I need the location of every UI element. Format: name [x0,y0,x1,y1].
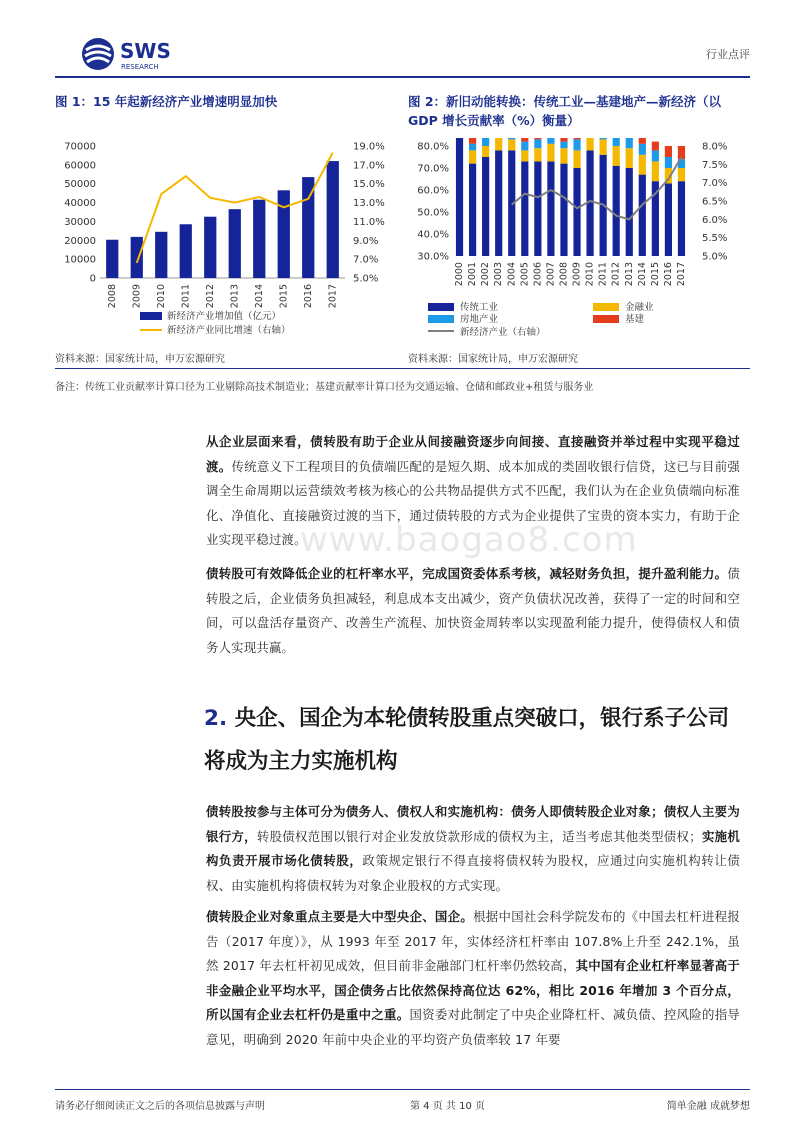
bar-infrastructure [639,138,646,144]
y-axis-tick-label: 40000 [64,198,96,210]
x-axis-tick-label: 2014 [636,262,648,287]
x-axis-tick-label: 2005 [519,262,531,287]
y-axis-tick-label: 70000 [64,141,96,153]
bar-traditional-industry [613,166,620,256]
bar-infrastructure [573,138,580,139]
paragraph-leverage [206,562,740,660]
paragraph-participants [206,800,740,898]
y-axis-tick-label: 30.0% [417,251,449,263]
bar-value-added [229,209,241,278]
x-axis-tick-label: 2012 [610,262,622,287]
x-axis-tick-label: 2017 [327,284,339,309]
x-axis-tick-label: 2002 [480,262,492,287]
bar-real-estate [613,138,620,146]
x-axis-tick-label: 2014 [253,284,265,309]
bar-real-estate [665,157,672,168]
legend-label: 新经济产业增加值（亿元） [167,311,282,322]
y-axis-tick-label: 10000 [64,254,96,266]
bar-real-estate [626,138,633,148]
legend-label: 新经济产业（右轴） [460,327,546,338]
x-axis-tick-label: 2000 [454,262,466,287]
x-axis-tick-label: 2015 [278,284,290,309]
bar-real-estate [652,150,659,161]
paragraph-text: 根据中国社会科学院发布的《中国去杠杆进程报告（2017 年度）》，从 1993 年至 2017 年，实体经济杠杆率由 107.8%上升至 242.1%，虽然 2017 年去杠杆初见成效，但目前非金融部门杠杆率仍然较高， [206,909,740,973]
sws-logo [80,34,190,74]
legend-label: 基建 [625,314,645,325]
bar-finance [600,139,607,154]
logo-text: SWS [120,39,171,63]
legend-swatch-traditional-industry [428,303,454,311]
watermark: www.baogao8.com [300,520,638,560]
bar-traditional-industry [678,181,685,256]
bar-real-estate [600,138,607,139]
bar-finance [534,148,541,161]
x-axis-tick-label: 2009 [131,284,143,309]
bar-traditional-industry [456,138,463,256]
x-axis-tick-label: 2007 [545,262,557,287]
bar-finance [560,148,567,163]
bar-real-estate [534,139,541,148]
header-divider [55,76,750,78]
bar-value-added [131,237,143,278]
bar-finance [639,155,646,175]
figure-1-source: 资料来源：国家统计局，申万宏源研究 [55,354,225,365]
figure-2-source: 资料来源：国家统计局，申万宏源研究 [408,354,578,365]
legend-swatch-value-added [140,312,162,320]
y-axis-tick-label: 40.0% [417,229,449,241]
footer-disclaimer: 请务必仔细阅读正文之后的各项信息披露与声明 [55,1101,265,1112]
y2-axis-tick-label: 13.0% [353,198,385,210]
y2-axis-tick-label: 7.5% [702,159,728,171]
section-number: 2. [204,706,228,731]
bar-finance [547,144,554,162]
bar-traditional-industry [482,157,489,256]
section-heading [204,697,749,783]
y2-axis-tick-label: 6.5% [702,196,728,208]
bar-traditional-industry [665,183,672,256]
y2-axis-tick-label: 9.0% [353,235,379,247]
header-category: 行业点评 [706,48,750,61]
bar-traditional-industry [534,161,541,256]
y-axis-tick-label: 60.0% [417,185,449,197]
legend-label: 传统工业 [460,302,499,313]
logo-subtext: RESEARCH [121,63,159,71]
bar-traditional-industry [547,161,554,256]
y2-axis-tick-label: 7.0% [353,254,379,266]
y2-axis-tick-label: 7.0% [702,178,728,190]
bar-traditional-industry [521,161,528,256]
y-axis-tick-label: 0 [89,273,96,285]
x-axis-tick-label: 2008 [558,262,570,287]
bar-infrastructure [560,138,567,142]
y-axis-tick-label: 80.0% [417,141,449,153]
x-axis-tick-label: 2016 [662,262,674,287]
y-axis-tick-label: 60000 [64,160,96,172]
bar-infrastructure [652,142,659,151]
bar-real-estate [547,138,554,144]
y2-axis-tick-label: 11.0% [353,216,385,228]
bar-finance [586,138,593,150]
x-axis-tick-label: 2009 [571,262,583,287]
paragraph-emphasis: 其中国有企业杠杆率显著高于非金融企业平均水平，国企债务占比依然保持高位达 62%，相比 2016 年增加 3 个百分点，所以国有企业去杠杆仍是重中之重。 [206,958,740,1022]
x-axis-tick-label: 2016 [302,284,314,309]
y-axis-tick-label: 50.0% [417,207,449,219]
legend-swatch-finance [593,303,619,311]
x-axis-tick-label: 2004 [506,262,518,287]
bar-finance [573,150,580,168]
bar-value-added [278,190,290,278]
paragraph-soe-focus [206,905,740,1052]
bar-finance [482,146,489,157]
paragraph-lead: 债转股按参与主体可分为债务人、债权人和实施机构：债务人即债转股企业对象；债权人主要为银行方， [206,804,740,844]
paragraph-text: 国资委对此制定了中央企业降杠杆、减负债、控风险的指导意见，明确到 2020 年前中央企业的平均资产负债率较 17 年要 [206,1007,741,1047]
figure-2-chart [408,138,753,348]
bar-infrastructure [521,138,528,142]
x-axis-tick-label: 2011 [597,262,609,287]
bar-finance [495,138,502,150]
bar-traditional-industry [469,164,476,256]
x-axis-tick-label: 2012 [204,284,216,309]
figure-1-chart [55,138,395,348]
bar-real-estate [560,142,567,149]
footer-slogan: 简单金融 成就梦想 [666,1101,750,1112]
bar-finance [469,150,476,163]
paragraph-emphasis: 实施机构负责开展市场化债转股， [206,828,740,868]
figure-note: 备注：传统工业贡献率计算口径为工业剔除高技术制造业；基建贡献率计算口径为交通运输、仓储和邮政业+租赁与服务业 [55,382,594,393]
y2-axis-tick-label: 8.0% [702,141,728,153]
y2-axis-tick-label: 5.0% [702,251,728,263]
bar-value-added [204,217,216,278]
paragraph-lead: 从企业层面来看，债转股有助于企业从间接融资逐步向间接、直接融资并举过程中实现平稳过渡。 [206,434,740,474]
y-axis-tick-label: 70.0% [417,163,449,175]
bar-traditional-industry [573,168,580,256]
bar-finance [613,146,620,166]
bar-traditional-industry [626,168,633,256]
x-axis-tick-label: 2015 [649,262,661,287]
y2-axis-tick-label: 5.5% [702,233,728,245]
x-axis-tick-label: 2003 [493,262,505,287]
paragraph-text: 政策规定银行不得直接将债权转为股权，应通过向实施机构转让债权、由实施机构将债权转为对象企业股权的方式实现。 [206,853,740,893]
y2-axis-tick-label: 17.0% [353,160,385,172]
y2-axis-tick-label: 5.0% [353,273,379,285]
y2-axis-tick-label: 15.0% [353,179,385,191]
x-axis-tick-label: 2017 [675,262,687,287]
bar-finance [626,148,633,168]
y2-axis-tick-label: 19.0% [353,141,385,153]
bar-traditional-industry [639,175,646,256]
paragraph-text: 传统意义下工程项目的负债端匹配的是短久期、成本加成的类固收银行信贷，这已与目前强调全生命周期以运营绩效考核为核心的公共物品提供方式不匹配，我们认为在企业负债端向标准化、净值化、直接融资过渡的当下，通过债转股的方式为企业提供了宝贵的资本实力，有助于企业实现平稳过渡。 [206,458,740,547]
legend-swatch-real-estate [428,315,454,323]
paragraph-lead: 债转股企业对象重点主要是大中型央企、国企。 [206,909,474,924]
paragraph-enterprise-level [206,430,740,553]
footer-page-number: 第 4 页 共 10 页 [410,1101,485,1112]
x-axis-tick-label: 2013 [623,262,635,287]
footer-divider [55,1089,750,1090]
bar-real-estate [482,138,489,146]
x-axis-tick-label: 2011 [180,284,192,309]
bar-value-added [155,232,167,278]
bar-finance [652,161,659,181]
bar-traditional-industry [560,164,567,256]
section-title: 央企、国企为本轮债转股重点突破口，银行系子公司将成为主力实施机构 [204,706,730,774]
figure-1-title: 图 1：15 年起新经济产业增速明显加快 [55,94,278,109]
x-axis-tick-label: 2008 [106,284,118,309]
bar-finance [508,139,515,150]
bar-infrastructure [534,138,541,139]
legend-label: 金融业 [625,302,654,313]
bar-finance [678,168,685,181]
paragraph-text: 转股债权范围以银行对企业发放贷款形成的债权为主，适当考虑其他类型债权； [256,828,702,844]
x-axis-tick-label: 2010 [584,262,596,287]
legend-label: 房地产业 [460,314,499,325]
x-axis-tick-label: 2006 [532,262,544,287]
bar-infrastructure [665,146,672,157]
bar-real-estate [508,138,515,139]
bar-real-estate [469,144,476,151]
bar-value-added [327,161,339,278]
legend-label: 新经济产业同比增速（右轴） [167,325,291,336]
figure-2-title: 图 2：新旧动能转换：传统工业—基建地产—新经济（以 GDP 增长贡献率（%）衡量） [408,94,722,128]
bar-real-estate [521,142,528,151]
bar-value-added [106,240,118,278]
paragraph-text: 债转股之后，企业债务负担减轻，利息成本支出减少，资产负债状况改善，获得了一定的时间和空间，可以盘活存量资产、改善生产流程、加快资金周转率以实现盈利能力提升，使得债权人和债务人实现共赢。 [206,566,740,655]
paragraph-lead: 债转股可有效降低企业的杠杆率水平，完成国资委体系考核，减轻财务负担，提升盈利能力。 [206,566,728,581]
x-axis-tick-label: 2010 [155,284,167,309]
x-axis-tick-label: 2001 [467,262,479,287]
source-divider [55,368,750,369]
y-axis-tick-label: 50000 [64,179,96,191]
bar-traditional-industry [495,150,502,256]
bar-value-added [180,224,192,278]
x-axis-tick-label: 2013 [229,284,241,309]
y2-axis-tick-label: 6.0% [702,214,728,226]
bar-finance [521,150,528,161]
bar-value-added [253,200,265,278]
y-axis-tick-label: 30000 [64,216,96,228]
legend-swatch-infrastructure [593,315,619,323]
bar-real-estate [639,144,646,155]
y-axis-tick-label: 20000 [64,235,96,247]
bar-infrastructure [469,138,476,144]
bar-real-estate [573,139,580,150]
